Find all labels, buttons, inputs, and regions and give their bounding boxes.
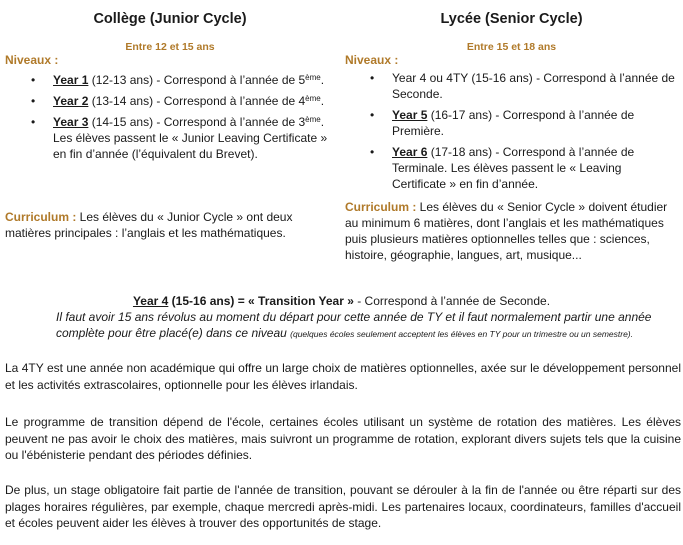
- junior-niveaux-label: Niveaux :: [5, 53, 59, 67]
- year-label: Year 6: [392, 145, 428, 159]
- year-label: Year 2: [53, 94, 89, 108]
- list-item: • Year 1 (12-13 ans) - Correspond à l’année de 5ème.: [31, 73, 325, 87]
- transition-year-section: [0, 293, 683, 342]
- junior-cycle-title: Collège (Junior Cycle): [93, 11, 247, 27]
- list-item: • Year 4 ou 4TY (15-16 ans) - Correspond à l’année de Seconde.: [370, 71, 675, 101]
- paragraph-intro: La 4TY est une année non académique qui offre un large choix de matières optionnelles, axée sur le développement personnel et les activités extrascolaires, optionnelle pour les élèves irlandais.: [5, 361, 681, 392]
- senior-cycle-age: Entre 15 et 18 ans: [466, 41, 557, 53]
- list-item: • Year 6 (17-18 ans) - Correspond à l’année de Terminale. Les élèves passent le « Leaving Certificate » en fin d’année.: [370, 145, 635, 191]
- transition-note: Il faut avoir 15 ans révolus au moment du départ pour cette année de TY et il faut normalement partir une année complète pour être placé(e) dans ce niveau (quelques écoles seulement acceptent les élèves en TY pour un trimestre ou un semestre).: [56, 310, 652, 340]
- year-label: Year 5: [392, 108, 428, 122]
- senior-niveaux-label: Niveaux :: [345, 53, 399, 67]
- list-item: • Year 3 (14-15 ans) - Correspond à l’année de 3ème. Les élèves passent le « Junior Leaving Certificate » en fin d’année (l’équivalent du Brevet).: [31, 115, 328, 161]
- senior-levels-list: [370, 70, 677, 197]
- year-label: Year 4: [132, 294, 169, 308]
- junior-levels-list: [31, 72, 338, 167]
- junior-cycle-age: Entre 12 et 15 ans: [125, 41, 215, 53]
- year-label: Year 1: [53, 73, 89, 87]
- curriculum-label: Curriculum :: [345, 200, 417, 214]
- curriculum-label: Curriculum :: [5, 210, 77, 224]
- list-item: • Year 5 (16-17 ans) - Correspond à l’année de Première.: [370, 108, 635, 138]
- transition-heading: Year 4 (15-16 ans) = « Transition Year » - Correspond à l’année de Seconde.: [132, 294, 551, 308]
- year-label: Year 3: [53, 115, 89, 129]
- paragraph-program: Le programme de transition dépend de l'école, certaines écoles utilisant un système de rotation des matières. Les élèves peuvent ne pas avoir le choix des matières, mais suivront un programme de rotation, explorant divers sujets tels que la cuisine ou l'ébénisterie pendant des périodes définies.: [5, 415, 681, 462]
- paragraph-stage: De plus, un stage obligatoire fait partie de l'année de transition, pouvant se dérouler à la fin de l'année ou être réparti sur des plages horaires régulières, par exemple, chaque mercredi après-midi. Les partenaires locaux, coordinateurs, familles d'accueil et écoles peuvent aider les élèves à trouver des opportunités de stage.: [5, 483, 681, 530]
- junior-curriculum: Curriculum : Les élèves du « Junior Cycle » ont deux matières principales : l’anglais et les mathématiques.: [5, 210, 293, 240]
- list-item: • Year 2 (13-14 ans) - Correspond à l’année de 4ème.: [31, 94, 325, 108]
- senior-curriculum: Curriculum : Les élèves du « Senior Cycle » doivent étudier au minimum 6 matières, dont l’anglais et les mathématiques puis plusieurs matières optionnelles telles que : sciences, histoire, géographie, langues, art, musique...: [345, 200, 668, 262]
- senior-cycle-title: Lycée (Senior Cycle): [440, 11, 583, 27]
